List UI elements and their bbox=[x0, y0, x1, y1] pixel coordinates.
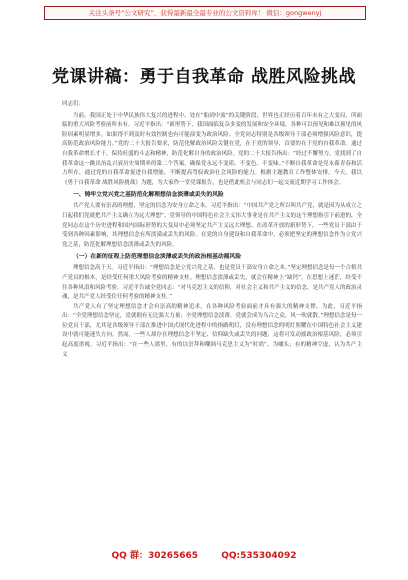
subsection-heading: （一）在新的征程上防范理想信念淡薄或丢失的政治根基动摇风险 bbox=[73, 254, 242, 261]
page-title: 党课讲稿：勇于自我革命 战胜风险挑战 bbox=[52, 67, 356, 87]
subsection-paragraph: 共产党人有了坚定理想信念才会有崇高的精神追求，在各种风险考验面前才具有强大的精神支撑。为此，习近平指出：“全党理想信念坚定，党就拥有无比强大力量；全党理想信念淡薄，党就会成为乌合之众，风一吹就散。”理想信念是每一位党员干部，尤其是各级领导干部在推进中国式现代化进程中的指路明灯，没有理想信念的明灯照耀在中国特色社会主义建设中就可能迷失方向。然而，一些人却存在理想信念不坚定、信仰缺失或丢失的问题，这将可发动摇政治根基风险，必须引起高度重视。习近平指出：“在一些人那里，有的以崇拜和嘲讽马克思主义为“时尚”、为噱头；有的精神空虚，认为共产主义 bbox=[62, 303, 362, 358]
section-paragraph: 共产党人要有崇高的理想，坚定的信念为安身立命之本。习近平指出：“中国共产党之所以叫共产党，就是因为从成立之日起我们党就把共产主义确立为远大理想”。党领导的中国特色社会主义伟大事业是在共产主义的这个理想指引下前进的，全党同志在这个历史进程和国内国际形势的大变局中必须坚定共产主义远大理想。在改革开放的新形势下，一些党员干部由于受到各种因素影响，其理想信念有所淡漠或丢失的风险。在党的自身建设和自我革命中，必须把坚定的理想信念作为立党兴党之基，防范化解理想信念淡薄或丢失的风险。 bbox=[62, 203, 362, 248]
greeting: 同志们： bbox=[62, 101, 85, 107]
section-heading: 一、铸牢立党兴党之基防范化解理想信念淡薄或丢失的风险 bbox=[73, 192, 224, 199]
top-banner: 关注头条号“公文研究”，获得最新最全最专业的公文资料库！ 微信：gongwenyj bbox=[44, 6, 366, 20]
footer-contact bbox=[0, 548, 408, 561]
footer-qq: QQ:535304092 bbox=[221, 551, 297, 561]
intro-paragraph: 当前，我国正处于中华民族伟大复兴的进程中，处在“船到中流”的关键阶段，世界也正经历着百年未有之大变局，所面临的重大风险考验前所未有。习近平指出：“新形势下，我国面临复杂多变的发展和安全环境，各种可以预见和难以预见的风险因素明显增多。如果得不到及时有效控制也有可能演变为政治风险。全党同志特别是各级领导干部必须增强风险意识，提高防范政治风险能力。”党的二十大报告要求，防范化解政治风险关键在党，在于党的领导，首要的在于党的自我革命。通过自我革命增长才干，保持旺盛的斗志和精神，防范化解自身的政治风险。党的二十大报告指出：“经过不懈努力，党找到了自我革命这一跳出治乱兴衰历史周期率的第二个答案，确保党永远不变质、不变色、不变味。”不断自我革命是党永葆青春和活力所在，通过党的自我革命促进自我增能，不断提高驾驭政治社会风险的能力。根据主题教育工作整体安排，今天，我以《勇于自我革命 战胜风险挑战》为题，为大家作一堂党课报告，也是借此机会与同志们一起交流近期学习工作体会。 bbox=[62, 112, 362, 186]
footer-qq-group: QQ 群：30265665 bbox=[111, 551, 199, 561]
subsection-paragraph: 理想信念高于天。习近平指出：“理想信念是立党兴党之基，也是党员干部安身立命之本。”坚定理想信念是每一个合格共产党员的根本，是经受任何重大风险考验的精神支柱。理想信念淡薄或丢失，就会在精神上“缺钙”，在思想上迷茫，经受不住各种风浪和风险考验。习近平告诫全党同志：“对马克思主义的信仰，对社会主义和共产主义的信念，是共产党人的政治灵魂，是共产党人经受住任何考验的精神支柱。” bbox=[62, 265, 362, 301]
document-body bbox=[62, 100, 362, 360]
